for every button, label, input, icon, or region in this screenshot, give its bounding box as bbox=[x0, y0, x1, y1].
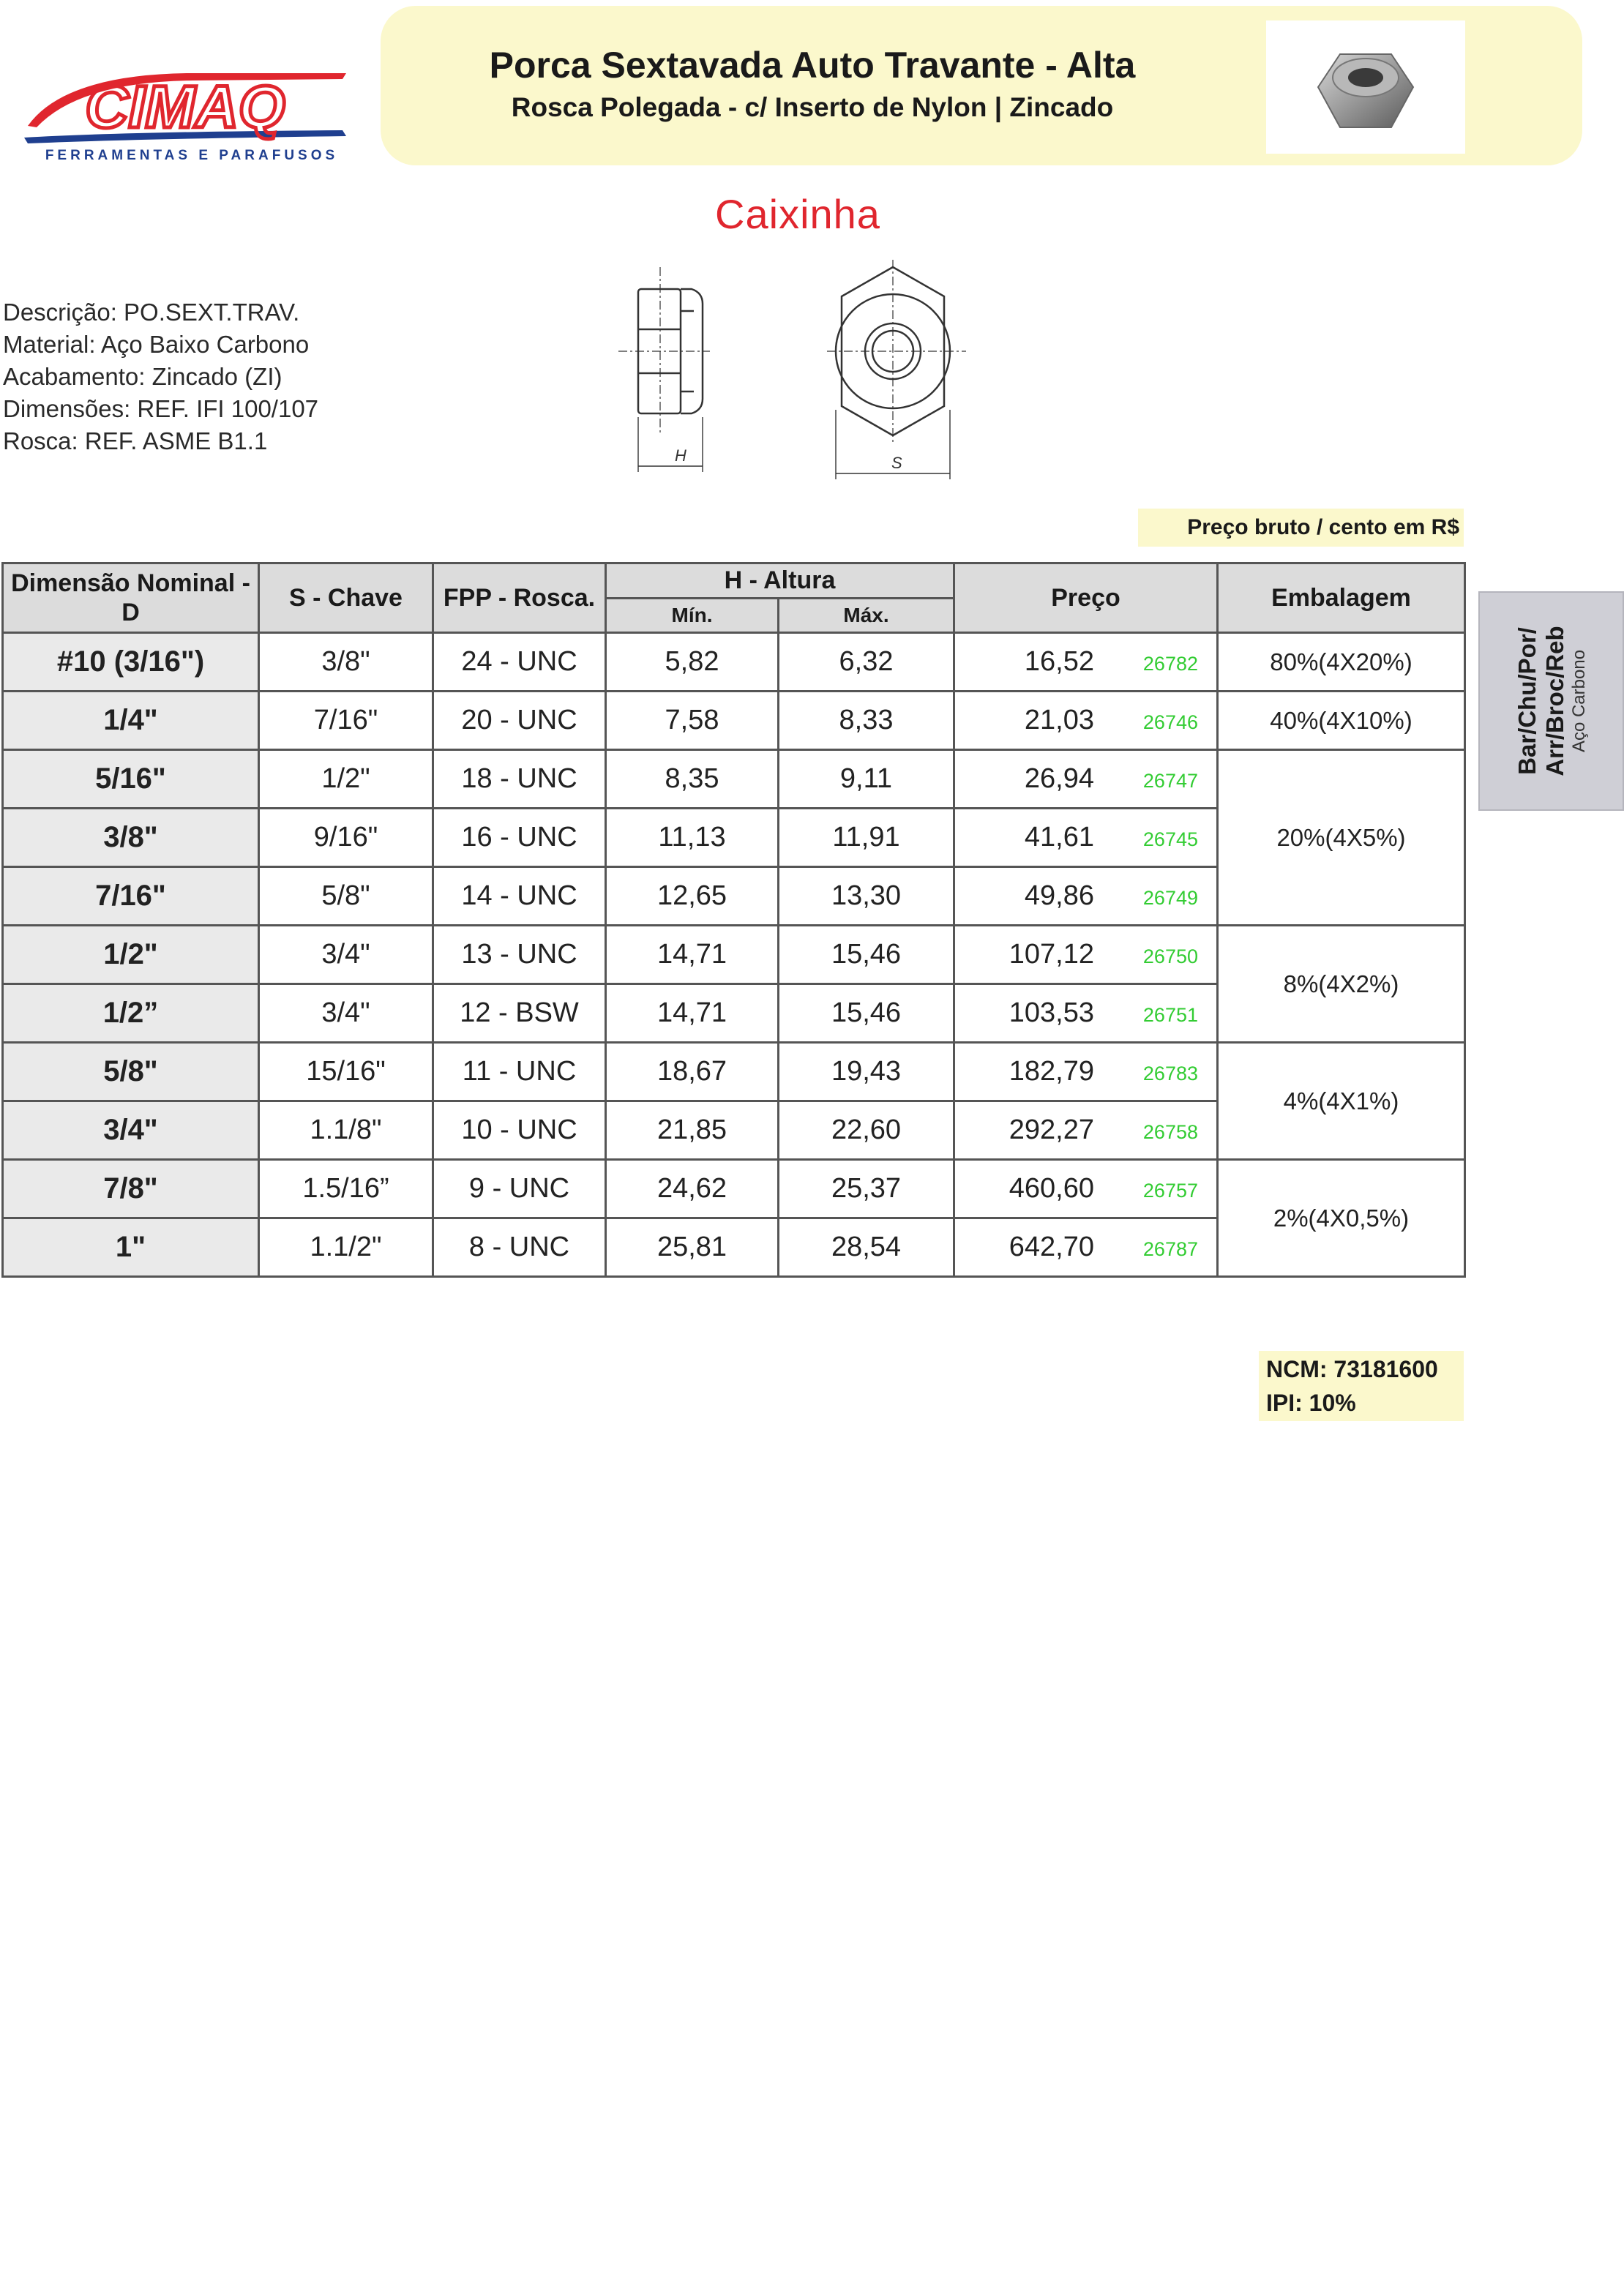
table-row bbox=[3, 633, 1465, 692]
cell-chave: 5/8" bbox=[259, 867, 433, 926]
nut-photo bbox=[1266, 20, 1465, 154]
cell-preco bbox=[954, 1101, 1218, 1160]
header-dimensao: Dimensão Nominal - D bbox=[3, 563, 259, 633]
cell-embalagem: 40%(4X10%) bbox=[1218, 692, 1465, 750]
header-max: Máx. bbox=[779, 599, 954, 633]
price-value: 49,86 bbox=[1024, 880, 1094, 911]
header-embalagem: Embalagem bbox=[1218, 563, 1465, 633]
tax-info bbox=[1259, 1351, 1464, 1421]
cell-max: 19,43 bbox=[779, 1043, 954, 1101]
drawing-label-h: H bbox=[675, 446, 686, 465]
product-code: 26746 bbox=[1142, 711, 1198, 733]
table-row bbox=[3, 926, 1465, 984]
table-row bbox=[3, 692, 1465, 750]
spec-acabamento: Acabamento: Zincado (ZI) bbox=[3, 363, 282, 390]
spec-rosca: Rosca: REF. ASME B1.1 bbox=[3, 427, 268, 454]
price-value: 182,79 bbox=[1009, 1056, 1094, 1087]
cell-preco bbox=[954, 1218, 1218, 1277]
price-value: 41,61 bbox=[1024, 822, 1094, 853]
header-min: Mín. bbox=[606, 599, 779, 633]
cell-preco bbox=[954, 692, 1218, 750]
table-row bbox=[3, 1160, 1465, 1218]
cell-embalagem: 20%(4X5%) bbox=[1218, 750, 1465, 926]
category-line-2: Arr/Broc/Reb bbox=[1541, 626, 1568, 776]
cell-chave: 3/8" bbox=[259, 633, 433, 692]
ncm-code: NCM: 73181600 bbox=[1266, 1356, 1438, 1382]
spec-material: Material: Aço Baixo Carbono bbox=[3, 331, 310, 358]
price-value: 21,03 bbox=[1024, 705, 1094, 735]
product-code: 26787 bbox=[1142, 1238, 1198, 1260]
price-value: 103,53 bbox=[1009, 997, 1094, 1028]
price-value: 107,12 bbox=[1009, 939, 1094, 970]
price-value: 26,94 bbox=[1024, 763, 1094, 794]
cell-min: 8,35 bbox=[606, 750, 779, 809]
cell-rosca: 11 - UNC bbox=[433, 1043, 606, 1101]
logo-text: CIMAQ bbox=[85, 74, 285, 141]
cell-chave: 9/16" bbox=[259, 809, 433, 867]
cell-chave: 1.5/16” bbox=[259, 1160, 433, 1218]
cell-dimensao: 3/8" bbox=[3, 809, 259, 867]
header-chave: S - Chave bbox=[259, 563, 433, 633]
cell-dimensao: 7/16" bbox=[3, 867, 259, 926]
product-code: 26758 bbox=[1142, 1121, 1198, 1143]
ipi-rate: IPI: 10% bbox=[1266, 1390, 1356, 1416]
logo-mark bbox=[20, 67, 350, 148]
spec-list bbox=[3, 296, 318, 457]
price-value: 16,52 bbox=[1024, 646, 1094, 677]
product-code: 26782 bbox=[1142, 653, 1198, 675]
cell-max: 28,54 bbox=[779, 1218, 954, 1277]
cell-rosca: 16 - UNC bbox=[433, 809, 606, 867]
section-title: Caixinha bbox=[715, 191, 880, 237]
cell-chave: 1/2" bbox=[259, 750, 433, 809]
cell-max: 11,91 bbox=[779, 809, 954, 867]
product-code: 26750 bbox=[1142, 945, 1198, 967]
cell-preco bbox=[954, 809, 1218, 867]
cell-preco bbox=[954, 633, 1218, 692]
table-row bbox=[3, 750, 1465, 809]
cell-rosca: 8 - UNC bbox=[433, 1218, 606, 1277]
cell-dimensao: 1/2” bbox=[3, 984, 259, 1043]
cell-chave: 1.1/8" bbox=[259, 1101, 433, 1160]
cell-rosca: 13 - UNC bbox=[433, 926, 606, 984]
cell-min: 25,81 bbox=[606, 1218, 779, 1277]
cell-embalagem: 2%(4X0,5%) bbox=[1218, 1160, 1465, 1277]
cell-rosca: 10 - UNC bbox=[433, 1101, 606, 1160]
header-rosca: FPP - Rosca. bbox=[433, 563, 606, 633]
header-altura: H - Altura bbox=[606, 563, 954, 599]
cell-preco bbox=[954, 984, 1218, 1043]
nut-drawing-icon bbox=[607, 260, 988, 494]
cell-max: 9,11 bbox=[779, 750, 954, 809]
spec-descricao: Descrição: PO.SEXT.TRAV. bbox=[3, 299, 300, 326]
cell-dimensao: 1/4" bbox=[3, 692, 259, 750]
cell-embalagem: 4%(4X1%) bbox=[1218, 1043, 1465, 1160]
logo-subtitle: FERRAMENTAS E PARAFUSOS bbox=[45, 148, 339, 163]
cell-chave: 3/4" bbox=[259, 926, 433, 984]
header-preco: Preço bbox=[954, 563, 1218, 633]
cell-min: 7,58 bbox=[606, 692, 779, 750]
cell-max: 15,46 bbox=[779, 926, 954, 984]
cell-embalagem: 8%(4X2%) bbox=[1218, 926, 1465, 1043]
price-value: 642,70 bbox=[1009, 1232, 1094, 1262]
cell-preco bbox=[954, 1043, 1218, 1101]
cell-min: 5,82 bbox=[606, 633, 779, 692]
cell-rosca: 9 - UNC bbox=[433, 1160, 606, 1218]
cell-max: 8,33 bbox=[779, 692, 954, 750]
cell-min: 11,13 bbox=[606, 809, 779, 867]
cell-dimensao: 3/4" bbox=[3, 1101, 259, 1160]
spec-dimensoes: Dimensões: REF. IFI 100/107 bbox=[3, 395, 319, 422]
product-code: 26749 bbox=[1142, 887, 1198, 909]
cell-preco bbox=[954, 926, 1218, 984]
cell-dimensao: 5/8" bbox=[3, 1043, 259, 1101]
cell-max: 6,32 bbox=[779, 633, 954, 692]
header-banner bbox=[381, 6, 1582, 165]
cell-preco bbox=[954, 1160, 1218, 1218]
cell-min: 18,67 bbox=[606, 1043, 779, 1101]
cell-preco bbox=[954, 867, 1218, 926]
cell-min: 14,71 bbox=[606, 926, 779, 984]
cell-embalagem: 80%(4X20%) bbox=[1218, 633, 1465, 692]
cell-max: 15,46 bbox=[779, 984, 954, 1043]
cell-rosca: 20 - UNC bbox=[433, 692, 606, 750]
cell-dimensao: 1/2" bbox=[3, 926, 259, 984]
cell-min: 14,71 bbox=[606, 984, 779, 1043]
cell-chave: 3/4" bbox=[259, 984, 433, 1043]
price-table bbox=[1, 562, 1466, 1278]
cell-min: 12,65 bbox=[606, 867, 779, 926]
cell-dimensao: 7/8" bbox=[3, 1160, 259, 1218]
cell-dimensao: 5/16" bbox=[3, 750, 259, 809]
table-row bbox=[3, 1043, 1465, 1101]
price-value: 292,27 bbox=[1009, 1114, 1094, 1145]
cell-chave: 7/16" bbox=[259, 692, 433, 750]
nylon-nut-icon bbox=[1311, 32, 1421, 142]
drawing-label-s: S bbox=[891, 454, 902, 472]
cell-rosca: 14 - UNC bbox=[433, 867, 606, 926]
price-value: 460,60 bbox=[1009, 1173, 1094, 1204]
product-code: 26783 bbox=[1142, 1063, 1198, 1084]
cell-max: 22,60 bbox=[779, 1101, 954, 1160]
cell-dimensao: #10 (3/16") bbox=[3, 633, 259, 692]
cell-min: 24,62 bbox=[606, 1160, 779, 1218]
cell-max: 25,37 bbox=[779, 1160, 954, 1218]
technical-drawing bbox=[607, 260, 988, 494]
category-line-1: Bar/Chu/Por/ bbox=[1513, 627, 1541, 775]
product-code: 26745 bbox=[1142, 828, 1198, 850]
cell-min: 21,85 bbox=[606, 1101, 779, 1160]
cell-rosca: 24 - UNC bbox=[433, 633, 606, 692]
product-code: 26747 bbox=[1142, 770, 1198, 792]
cell-max: 13,30 bbox=[779, 867, 954, 926]
product-code: 26757 bbox=[1142, 1180, 1198, 1202]
cell-rosca: 12 - BSW bbox=[433, 984, 606, 1043]
product-title: Porca Sextavada Auto Travante - Alta bbox=[489, 45, 1136, 86]
price-note: Preço bruto / cento em R$ bbox=[1138, 509, 1464, 547]
cell-preco bbox=[954, 750, 1218, 809]
category-line-3: Aço Carbono bbox=[1568, 649, 1589, 753]
category-tab[interactable] bbox=[1478, 591, 1624, 811]
cell-rosca: 18 - UNC bbox=[433, 750, 606, 809]
cell-chave: 15/16" bbox=[259, 1043, 433, 1101]
product-code: 26751 bbox=[1142, 1004, 1198, 1026]
product-subtitle: Rosca Polegada - c/ Inserto de Nylon | Zincado bbox=[511, 92, 1114, 122]
cell-chave: 1.1/2" bbox=[259, 1218, 433, 1277]
cell-dimensao: 1" bbox=[3, 1218, 259, 1277]
